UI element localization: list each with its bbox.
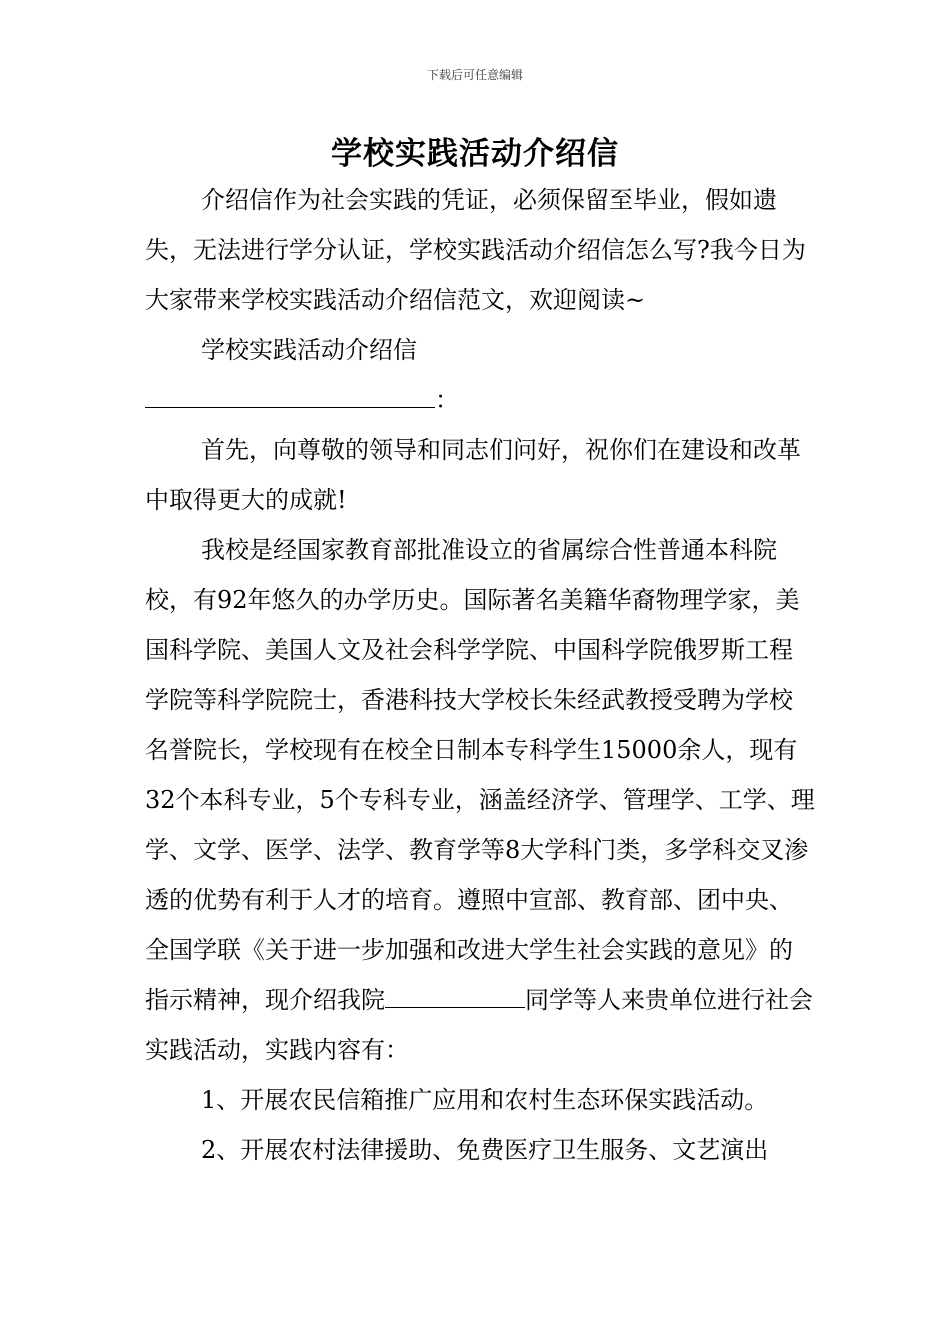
greeting-paragraph: 首先，向尊敬的领导和同志们问好，祝你们在建设和改革中取得更大的成就! [145,436,801,514]
student-name-blank [385,981,525,1008]
letter-subheading: 学校实践活动介绍信 [201,336,417,364]
intro-paragraph: 介绍信作为社会实践的凭证，必须保留至毕业，假如遗失，无法进行学分认证，学校实践活动介绍信怎么写?我今日为大家带来学校实践活动介绍信范文，欢迎阅读~ [145,186,806,314]
school-intro-text: 我校是经国家教育部批准设立的省属综合性普通本科院校，有92年悠久的办学历史。国际著名美籍华裔物理学家，美国科学院、美国人文及社会科学学院、中国科学院俄罗斯工程学院等科学院院士，香港科技大学校长朱经武教授受聘为学校名誉院长，学校现有在校全日制本专科学生15000余人，现有32个本科专业，5个专科专业，涵盖经济学、管理学、工学、理学、文学、医学、法学、教育学等8大学科门类，多学科交叉渗透的优势有利于人才的培育。遵照中宣部、教育部、团中央、全国学联《关于进一步加强和改进大学生社会实践的意见》的指示精神，现介绍我院 [145,536,815,1014]
page-title: 学校实践活动介绍信 [331,136,619,172]
addressee-blank [145,381,435,408]
list-item: 2、开展农村法律援助、免费医疗卫生服务、文艺演出 [201,1136,769,1164]
school-intro-paragraph [145,525,815,1075]
document-body [145,175,815,1175]
addressee-line [145,375,815,425]
addressee-colon: ： [435,386,459,414]
school-intro-text-continued: 同学等人来贵单位进行社会实践活动，实践内容有： [145,986,813,1064]
list-item: 1、开展农民信箱推广应用和农村生态环保实践活动。 [201,1086,769,1114]
header-note: 下载后可任意编辑 [426,68,523,82]
